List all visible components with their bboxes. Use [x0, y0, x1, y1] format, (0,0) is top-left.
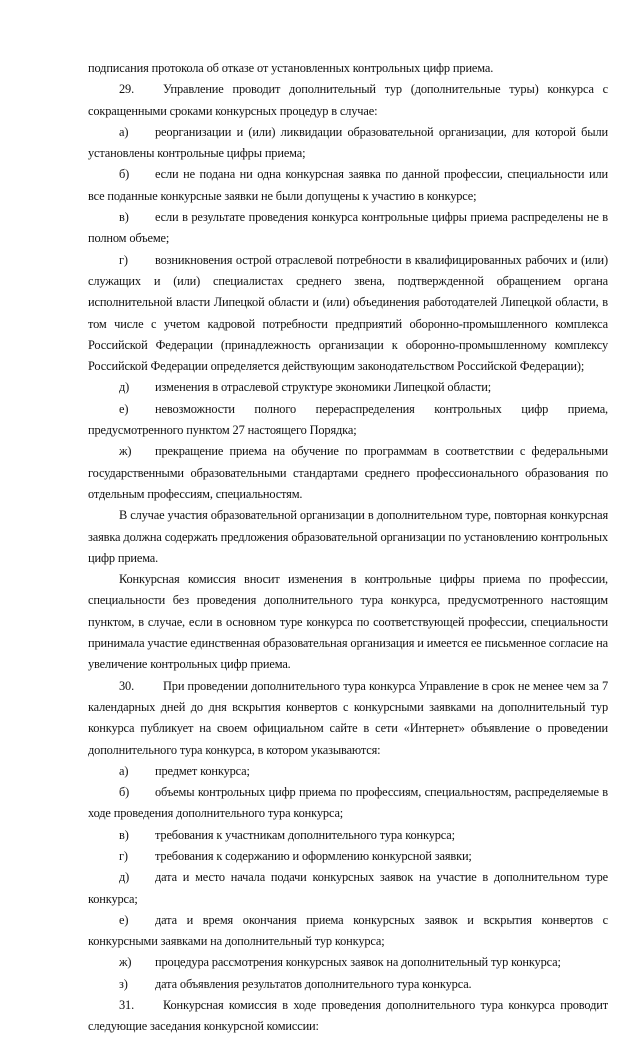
document-page: [88, 58, 608, 1038]
list-item-d2: [88, 867, 608, 910]
list-marker: ж): [119, 444, 132, 459]
list-item-text: требования к содержанию и оформлению конкурсной заявки;: [155, 848, 472, 863]
list-item-text: прекращение приема на обучение по программам в соответствии с федеральными государственными образовательными стандартами среднего профессионального образования по отдельным профессиям, специальностям.: [88, 444, 608, 501]
list-marker: д): [119, 380, 130, 395]
list-item-text: возникновения острой отраслевой потребности в квалифицированных рабочих и (или) служащих и (или) специалистах среднего звена, подтвержденной обращением органа исполнительной власти Липецкой области и (или) объединения работодателей Липецкой области, в том числе с учетом кадровой потребности предприятий оборонно-промышленного комплекса Российской Федерации (принадлежность организации к оборонно-промышленному комплексу Российской Федерации определяется действующим законодательством Российской Федерации);: [88, 252, 608, 374]
list-marker: б): [119, 785, 130, 800]
paragraph-text: Конкурсная комиссия в ходе проведения дополнительного тура конкурса проводит следующие заседания конкурсной комиссии:: [88, 998, 608, 1034]
list-item-text: изменения в отраслевой структуре экономики Липецкой области;: [155, 380, 492, 395]
paragraph-text: подписания протокола об отказе от установленных контрольных цифр приема.: [88, 61, 494, 75]
list-marker: б): [119, 167, 130, 182]
list-marker: е): [119, 401, 129, 416]
list-marker: в): [119, 210, 129, 225]
list-item-v2: [88, 825, 608, 846]
list-item-b2: [88, 782, 608, 825]
list-item-text: дата и место начала подачи конкурсных заявок на участие в дополнительном туре конкурса;: [88, 870, 608, 906]
list-item-a: [88, 122, 608, 165]
paragraph-commission: [88, 569, 608, 675]
paragraph-30: [88, 676, 608, 761]
list-item-a2: [88, 761, 608, 782]
list-item-text: объемы контрольных цифр приема по профессиям, специальностям, распределяемые в ходе проведения дополнительного тура конкурса;: [88, 785, 608, 821]
list-marker: д): [119, 870, 130, 885]
list-item-text: дата объявления результатов дополнительного тура конкурса.: [155, 976, 472, 991]
list-marker: а): [119, 763, 129, 778]
list-marker: г): [119, 252, 128, 267]
list-item-v: [88, 207, 608, 250]
paragraph-case: [88, 505, 608, 569]
paragraph-text: При проведении дополнительного тура конкурса Управление в срок не менее чем за 7 календарных дней до дня вскрытия конвертов с конкурсными заявками на дополнительный тур конкурса публикует на своем официальном сайте в сети «Интернет» объявление о проведении дополнительного тура конкурса, в котором указываются:: [88, 678, 608, 757]
paragraph-text: Управление проводит дополнительный тур (дополнительные туры) конкурса с сокращенными сроками конкурсных процедур в случае:: [88, 82, 608, 118]
list-item-z2: [88, 974, 608, 995]
list-marker: ж): [119, 955, 132, 970]
list-item-g2: [88, 846, 608, 867]
list-item-text: дата и время окончания приема конкурсных заявок и вскрытия конвертов с конкурсными заявками на дополнительный тур конкурса;: [88, 912, 608, 949]
list-item-g: [88, 250, 608, 378]
list-item-e: [88, 399, 608, 442]
paragraph-continuation: [88, 58, 608, 79]
paragraph-number: 29.: [119, 82, 135, 97]
list-item-b: [88, 164, 608, 207]
list-item-zh2: [88, 952, 608, 973]
list-item-text: требования к участникам дополнительного тура конкурса;: [155, 827, 455, 842]
list-marker: в): [119, 827, 129, 842]
list-item-zh: [88, 441, 608, 505]
list-item-e2: [88, 910, 608, 953]
paragraph-29: [88, 79, 608, 122]
list-marker: е): [119, 912, 129, 927]
paragraph-text: Конкурсная комиссия вносит изменения в контрольные цифры приема по профессии, специальности без проведения дополнительного тура конкурса, предусмотренного настоящим пунктом, в случае, если в основном туре конкурса по соответствующей профессии, специальности принимала участие единственная образовательная организация и имеется ее письменное согласие на увеличение контрольных цифр приема.: [88, 572, 608, 672]
paragraph-number: 31.: [119, 998, 135, 1013]
list-marker: а): [119, 124, 129, 139]
list-item-text: предмет конкурса;: [155, 763, 250, 778]
list-item-d: [88, 377, 608, 398]
list-marker: з): [119, 976, 128, 991]
list-item-text: невозможности полного перераспределения контрольных цифр приема, предусмотренного пунктом 27 настоящего Порядка;: [88, 401, 608, 438]
list-item-text: процедура рассмотрения конкурсных заявок на дополнительный тур конкурса;: [155, 955, 561, 970]
list-marker: г): [119, 848, 128, 863]
list-item-text: если не подана ни одна конкурсная заявка по данной профессии, специальности или все поданные конкурсные заявки не были допущены к участию в конкурсе;: [88, 167, 608, 203]
list-item-text: если в результате проведения конкурса контрольные цифры приема распределены не в полном объеме;: [88, 210, 608, 246]
paragraph-31: [88, 995, 608, 1038]
paragraph-text: В случае участия образовательной организации в дополнительном туре, повторная конкурсная заявка должна содержать предложения образовательной организации по установлению контрольных цифр приема.: [88, 508, 608, 565]
list-item-text: реорганизации и (или) ликвидации образовательной организации, для которой были установлены контрольные цифры приема;: [88, 124, 608, 161]
paragraph-number: 30.: [119, 678, 135, 693]
